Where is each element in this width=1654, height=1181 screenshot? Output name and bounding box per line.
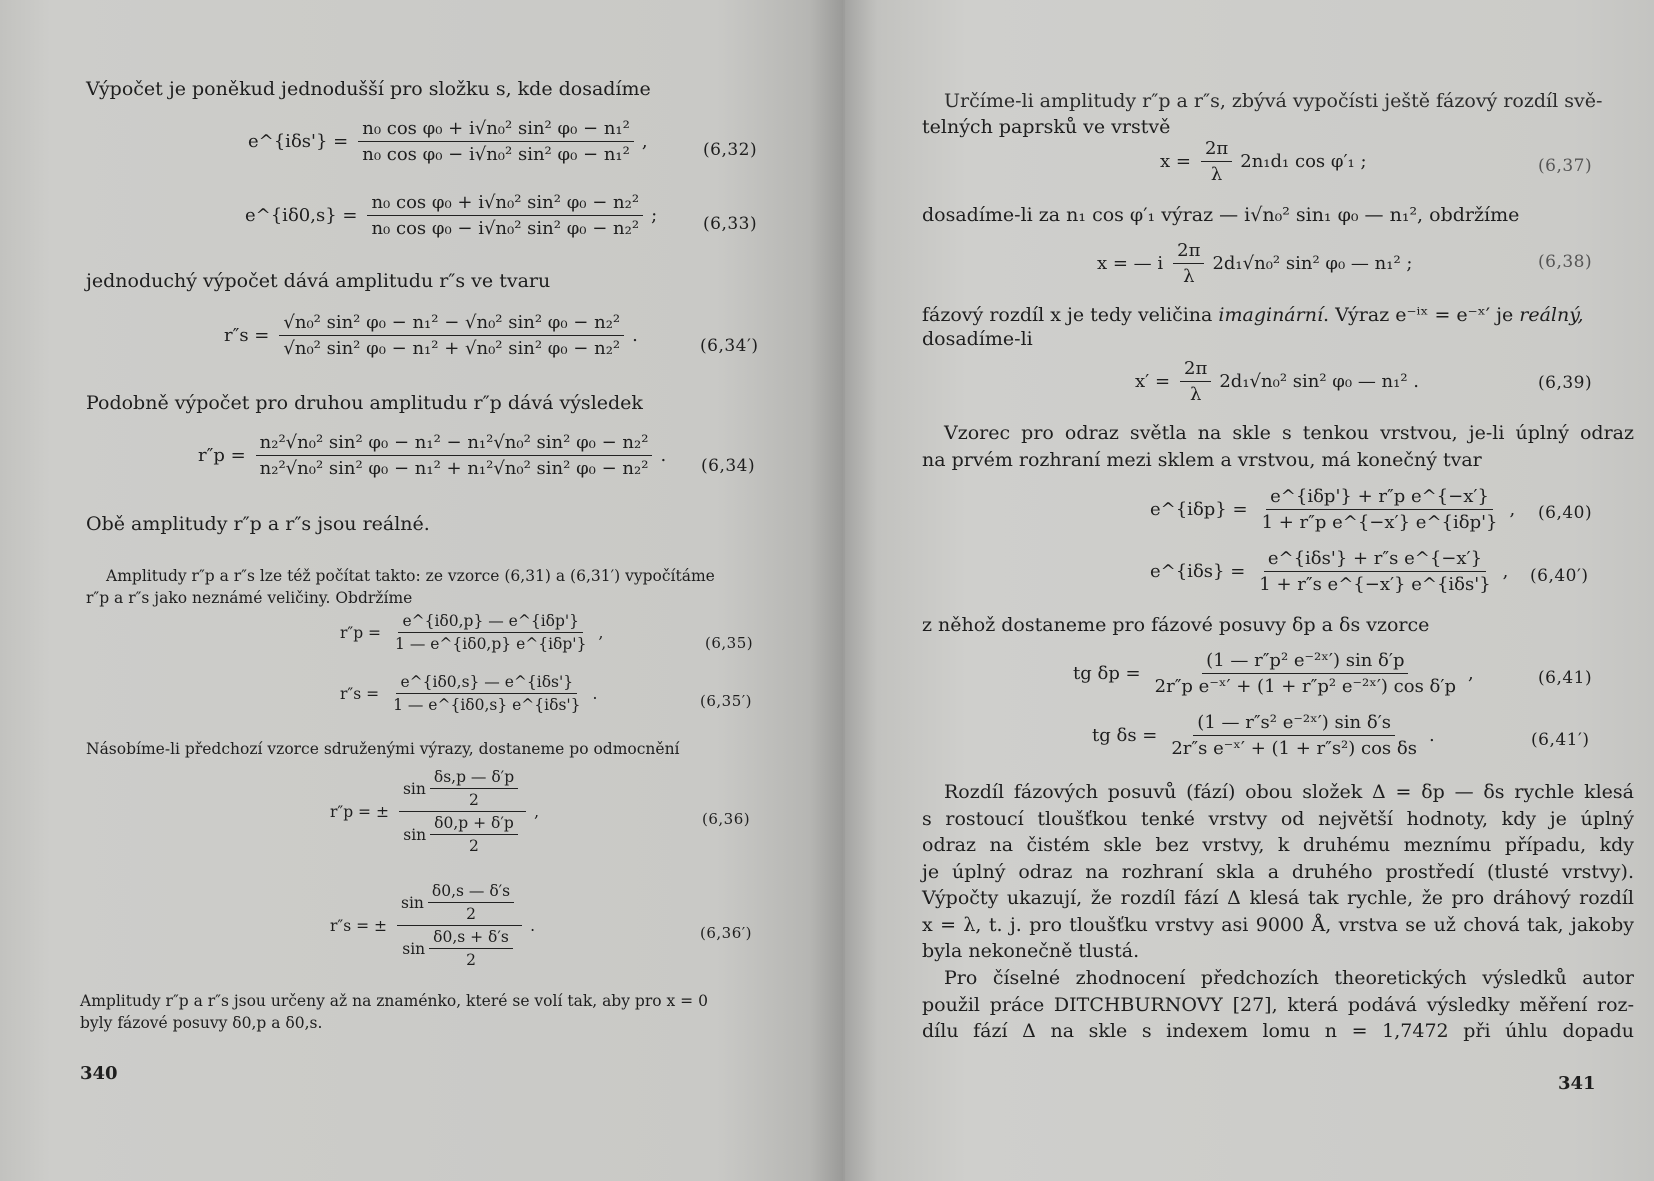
eq-numerator (399, 768, 526, 812)
equation-number-6-40: (6,40) (1538, 503, 1593, 523)
equation-6-40 (1150, 486, 1515, 533)
right-line-4 (922, 302, 1583, 329)
equation-number-6-39: (6,39) (1538, 373, 1593, 393)
eq-denominator: 2r″s e⁻ˣ′ + (1 + r″s²) cos δs (1171, 738, 1417, 759)
text-italic: reálný, (1519, 304, 1584, 326)
eq-lhs: e^{iδ0,s} = (245, 205, 358, 226)
equation-6-34-prime (224, 312, 638, 359)
right-line-2: telných paprsků ve vrstvě (922, 116, 1171, 138)
eq-denominator: λ (1189, 384, 1202, 405)
eq-inner-fraction (428, 882, 514, 923)
equation-6-35 (340, 612, 603, 653)
right-paragraph-3 (922, 779, 1634, 965)
paragraph-line: odraz na čistém skle bez vrstvy, k druhému meznímu případu, kdy (922, 834, 1634, 856)
left-text-amplitude-p: Podobně výpočet pro druhou amplitudu r″p dává výsledek (86, 392, 643, 414)
equation-number-6-36: (6,36) (702, 810, 751, 828)
small-text-2: Násobíme-li předchozí vzorce sdruženými výrazy, dostaneme po odmocnění (86, 740, 680, 758)
eq-numerator: e^{iδ0,p} — e^{iδp'} (398, 612, 583, 633)
right-line-5: dosadíme-li (922, 328, 1033, 350)
eq-numerator: e^{iδs'} + r″s e^{−x′} (1264, 548, 1486, 572)
eq-numerator (397, 882, 522, 926)
small-text-1-line-2: r″p a r″s jako neznámé veličiny. Obdržíme (86, 589, 413, 607)
paragraph-line: Rozdíl fázových posuvů (fází) obou složek Δ = δp — δs rychle klesá (944, 781, 1634, 803)
eq-lhs: e^{iδp} = (1150, 499, 1248, 520)
eq-tail: 2d₁√n₀² sin² φ₀ — n₁² . (1219, 371, 1420, 392)
eq-denominator: 1 + r″p e^{−x′} e^{iδp'} (1261, 512, 1498, 533)
eq-fraction (1201, 138, 1232, 185)
eq-numerator: (1 — r″p² e⁻²ˣ′) sin δ′p (1202, 650, 1408, 674)
right-line-6: z něhož dostaneme pro fázové posuvy δp a δs vzorce (922, 614, 1430, 636)
eq-lhs: e^{iδs'} = (248, 131, 349, 152)
eq-punct: . (530, 916, 536, 935)
small-text-1-line-1: Amplitudy r″p a r″s lze též počítat takto: ze vzorce (6,31) a (6,31′) vypočítáme (106, 567, 715, 585)
paragraph-line: použil práce DITCHBURNOVY [27], která podává výsledky měření roz- (922, 993, 1634, 1016)
eq-fraction (389, 673, 584, 714)
equation-6-33 (245, 192, 657, 239)
eq-inner-fraction (429, 928, 513, 969)
equation-number-6-41: (6,41) (1538, 668, 1593, 688)
equation-6-35-prime (340, 673, 597, 714)
right-line-3: dosadíme-li za n₁ cos φ′₁ výraz — i√n₀² sin₁ φ₀ — n₁², obdržíme (922, 204, 1520, 226)
eq-denominator: n₀ cos φ₀ − i√n₀² sin² φ₀ − n₂² (371, 218, 640, 239)
eq-inner-fraction (430, 768, 518, 809)
eq-numerator: 2π (1180, 358, 1211, 382)
text-italic: imaginární (1218, 304, 1324, 326)
eq-fraction (1151, 650, 1460, 697)
eq-lhs: r″s = (340, 684, 380, 703)
equation-number-6-40-prime: (6,40′) (1530, 566, 1589, 586)
eq-fraction (279, 312, 624, 359)
eq-denominator: 1 — e^{iδ0,p} e^{iδp'} (395, 635, 587, 653)
equation-6-32 (248, 118, 648, 165)
eq-denominator: 1 + r″s e^{−x′} e^{iδs'} (1259, 574, 1491, 595)
eq-fraction (367, 192, 643, 239)
small-text-3-line-2: byly fázové posuvy δ0,p a δ0,s. (80, 1014, 323, 1032)
eq-lhs: tg δs = (1092, 725, 1158, 746)
eq-punct: , (641, 131, 648, 152)
paragraph-line: na prvém rozhraní mezi sklem a vrstvou, má konečný tvar (922, 448, 1482, 471)
eq-numerator: (1 — r″s² e⁻²ˣ′) sin δ′s (1193, 712, 1395, 736)
paragraph-line: je úplný odraz na rozhraní skla a druhého prostředí (tlusté vrstvy). (922, 860, 1634, 883)
eq-inner-numerator: δ0,s — δ′s (428, 882, 514, 903)
eq-numerator: n₂²√n₀² sin² φ₀ − n₁² − n₁²√n₀² sin² φ₀ − n₂² (256, 432, 653, 456)
eq-punct: . (592, 684, 598, 703)
eq-punct: . (660, 445, 667, 466)
eq-inner-numerator: δ0,p + δ′p (430, 814, 518, 835)
equation-number-6-35-prime: (6,35′) (700, 692, 753, 710)
equation-number-6-34-prime: (6,34′) (700, 336, 759, 356)
eq-fraction (1255, 548, 1494, 595)
eq-fraction (1173, 240, 1204, 287)
equation-number-6-35: (6,35) (705, 634, 754, 652)
eq-numerator: n₀ cos φ₀ + i√n₀² sin² φ₀ − n₂² (367, 192, 643, 216)
eq-inner-denominator: 2 (466, 905, 476, 923)
paragraph-line: s rostoucí tloušťkou tenké vrstvy od největší hodnoty, kdy je úplný (922, 807, 1634, 830)
eq-numerator: n₀ cos φ₀ + i√n₀² sin² φ₀ − n₁² (358, 118, 634, 142)
eq-numerator: e^{iδ0,s} — e^{iδs'} (396, 673, 577, 694)
eq-numerator: √n₀² sin² φ₀ − n₁² − √n₀² sin² φ₀ − n₂² (279, 312, 624, 336)
right-paragraph-4 (922, 965, 1634, 1045)
sin-label: sin (403, 825, 427, 844)
paragraph-line: Pro číselné zhodnocení předchozích theoretických výsledků autor (944, 967, 1634, 989)
equation-6-39 (1135, 358, 1419, 405)
eq-lhs: tg δp = (1073, 663, 1141, 684)
eq-lhs: x = — i (1097, 253, 1164, 274)
equation-number-6-37: (6,37) (1538, 156, 1593, 176)
eq-fraction (1258, 486, 1502, 533)
left-text-real: Obě amplitudy r″p a r″s jsou reálné. (86, 513, 430, 535)
small-text-3-line-1: Amplitudy r″p a r″s jsou určeny až na znaménko, které se volí tak, aby pro x = 0 (80, 992, 708, 1010)
equation-6-36-prime (330, 882, 535, 969)
eq-denominator: λ (1210, 164, 1223, 185)
text-run: . Výraz e⁻ⁱˣ = e⁻ˣ′ je (1323, 304, 1520, 326)
equation-number-6-32: (6,32) (703, 140, 758, 160)
eq-denominator: 2r″p e⁻ˣ′ + (1 + r″p² e⁻²ˣ′) cos δ′p (1154, 676, 1456, 697)
eq-lhs: x′ = (1135, 371, 1171, 392)
eq-punct: ; (651, 205, 658, 226)
eq-inner-denominator: 2 (469, 791, 479, 809)
eq-fraction (1180, 358, 1211, 405)
eq-denominator (399, 812, 526, 855)
eq-punct: , (598, 623, 604, 642)
eq-compound-fraction (397, 882, 522, 969)
eq-punct: , (1509, 499, 1516, 520)
equation-6-40-prime (1150, 548, 1508, 595)
eq-tail: 2d₁√n₀² sin² φ₀ — n₁² ; (1212, 253, 1413, 274)
left-text-amplitude-s: jednoduchý výpočet dává amplitudu r″s ve tvaru (86, 270, 551, 292)
eq-punct: , (1468, 663, 1474, 684)
eq-numerator: 2π (1201, 138, 1232, 162)
left-page-number: 340 (80, 1063, 118, 1084)
eq-denominator: √n₀² sin² φ₀ − n₁² + √n₀² sin² φ₀ − n₂² (283, 338, 621, 359)
equation-6-34 (198, 432, 666, 479)
eq-lhs: r″s = (224, 325, 270, 346)
eq-fraction (391, 612, 590, 653)
paragraph-line: Výpočty ukazují, že rozdíl fází Δ klesá tak rychle, že pro dráhový rozdíl (922, 887, 1634, 909)
eq-lhs: r″p = ± (330, 802, 389, 821)
equation-6-41-prime (1092, 712, 1435, 759)
eq-denominator: n₂²√n₀² sin² φ₀ − n₁² + n₁²√n₀² sin² φ₀ − n₂² (259, 458, 649, 479)
right-page (845, 0, 1654, 1181)
eq-denominator: 1 — e^{iδ0,s} e^{iδs'} (393, 696, 581, 714)
eq-lhs: r″p = (340, 623, 382, 642)
equation-number-6-33: (6,33) (703, 214, 758, 234)
eq-punct: . (1428, 725, 1435, 746)
eq-punct: , (534, 802, 540, 821)
eq-inner-fraction (430, 814, 518, 855)
sin-label: sin (402, 779, 426, 798)
eq-denominator (398, 926, 521, 969)
eq-fraction (358, 118, 634, 165)
eq-tail: 2n₁d₁ cos φ′₁ ; (1240, 151, 1367, 172)
equation-6-36 (330, 768, 539, 855)
eq-punct: , (1502, 561, 1509, 582)
eq-punct: . (632, 325, 638, 346)
eq-lhs: r″p = (198, 445, 246, 466)
eq-lhs: x = (1160, 151, 1191, 172)
equation-6-37 (1160, 138, 1367, 185)
eq-fraction (256, 432, 653, 479)
equation-number-6-36-prime: (6,36′) (700, 924, 753, 942)
eq-lhs: r″s = ± (330, 916, 387, 935)
eq-denominator: λ (1183, 266, 1195, 287)
equation-number-6-38: (6,38) (1538, 252, 1593, 272)
eq-inner-numerator: δs,p — δ′p (430, 768, 518, 789)
eq-inner-denominator: 2 (466, 951, 476, 969)
right-paragraph-2 (922, 420, 1634, 473)
eq-denominator: n₀ cos φ₀ − i√n₀² sin² φ₀ − n₁² (362, 144, 630, 165)
sin-label: sin (402, 939, 426, 958)
eq-inner-numerator: δ0,s + δ′s (429, 928, 513, 949)
equation-6-41 (1073, 650, 1474, 697)
equation-6-38 (1097, 240, 1412, 287)
paragraph-line: byla nekonečně tlustá. (922, 940, 1140, 962)
right-line-1: Určíme-li amplitudy r″p a r″s, zbývá vypočísti ještě fázový rozdíl svě- (944, 90, 1603, 112)
paragraph-line: Vzorec pro odraz světla na skle s tenkou vrstvou, je-li úplný odraz (944, 422, 1634, 444)
paragraph-line: dílu fází Δ na skle s indexem lomu n = 1,7472 při úhlu dopadu (922, 1020, 1634, 1042)
left-intro-text: Výpočet je poněkud jednodušší pro složku s, kde dosadíme (86, 78, 651, 100)
eq-fraction (1167, 712, 1421, 759)
sin-label: sin (400, 893, 424, 912)
right-page-number: 341 (1558, 1073, 1596, 1094)
text-run: fázový rozdíl x je tedy veličina (922, 304, 1219, 326)
eq-compound-fraction (399, 768, 526, 855)
equation-number-6-41-prime: (6,41′) (1531, 730, 1590, 750)
eq-lhs: e^{iδs} = (1150, 561, 1246, 582)
eq-inner-denominator: 2 (469, 837, 479, 855)
eq-numerator: 2π (1173, 240, 1204, 264)
eq-numerator: e^{iδp'} + r″p e^{−x′} (1266, 486, 1493, 510)
paragraph-line: x = λ, t. j. pro tloušťku vrstvy asi 9000 Å, vrstva se už chová tak, jakoby (922, 913, 1634, 936)
equation-number-6-34: (6,34) (701, 456, 756, 476)
